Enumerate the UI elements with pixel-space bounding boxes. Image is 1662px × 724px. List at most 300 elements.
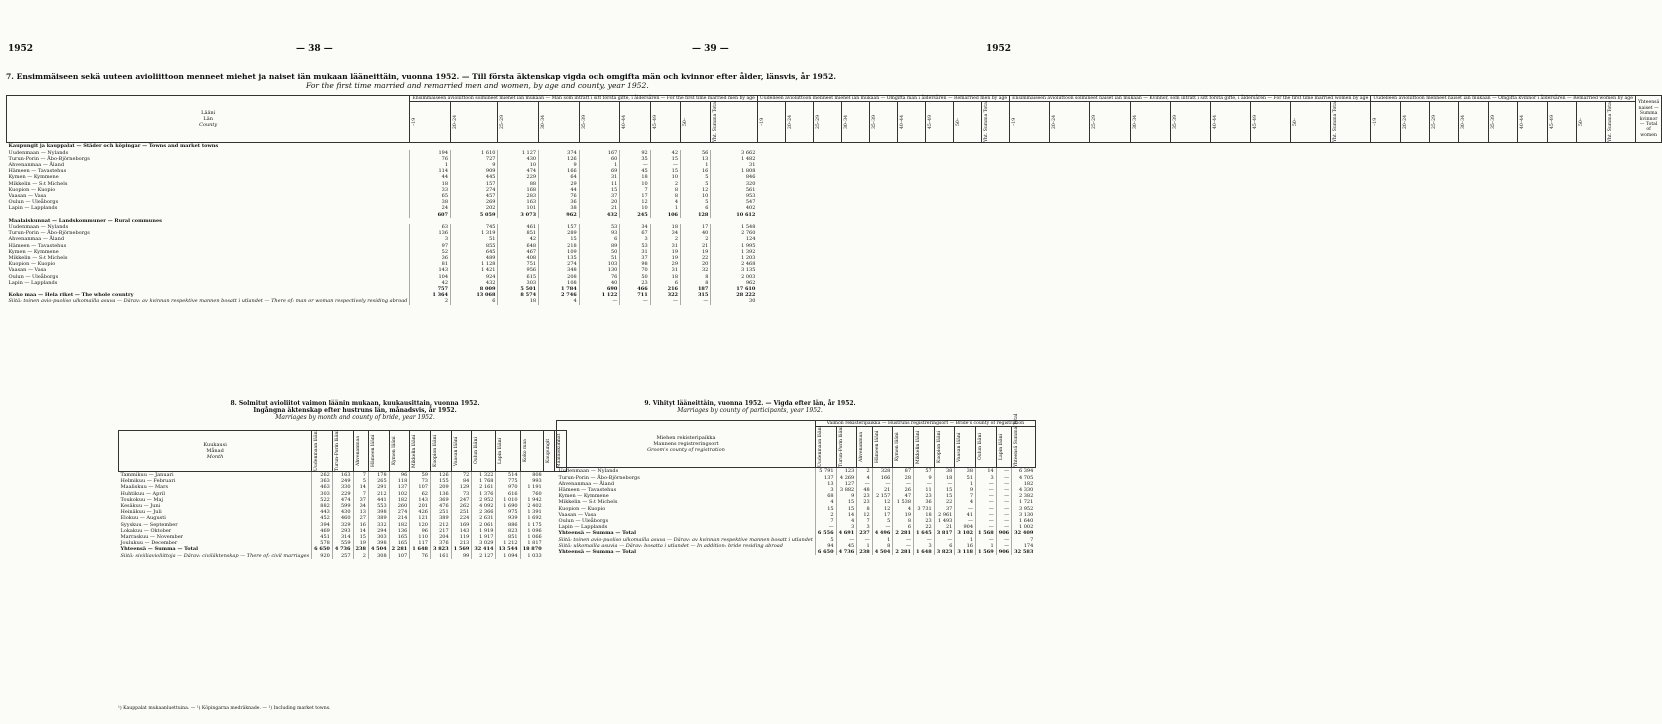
value-cell: 2 <box>410 298 451 304</box>
value-cell: 1 784 <box>539 286 580 292</box>
table7-age-col-2-6: 45–49 <box>1250 102 1290 143</box>
value-cell: 1 127 <box>498 150 539 156</box>
value-cell: 441 <box>368 497 389 503</box>
value-cell: 136 <box>389 528 410 534</box>
value-cell: — <box>996 524 1011 530</box>
value-cell: 274 <box>389 509 410 515</box>
row-label: Mikkelin — S:t Michels <box>558 499 618 506</box>
row-label: Vaasan — Vasa <box>8 267 47 274</box>
value-cell: 8 <box>650 187 680 193</box>
value-cell: — <box>934 537 955 543</box>
value-cell: 238 <box>857 549 872 555</box>
value-cell: 547 <box>711 199 758 205</box>
value-cell: 3 <box>914 543 935 549</box>
table9-title-fi: 9. Vihityt lääneittäin, vuonna 1952. — Vigda efter län, år 1952. <box>644 400 856 407</box>
value-cell: 4 269 <box>836 475 857 481</box>
value-cell: 648 <box>498 243 539 249</box>
value-cell: 5 <box>353 478 368 484</box>
value-cell: 97 <box>410 243 451 249</box>
value-cell: 32 409 <box>1012 530 1036 536</box>
value-cell: 615 <box>498 274 539 280</box>
value-cell: 104 <box>410 274 451 280</box>
row-label: Kuopion — Kuopio <box>8 261 56 268</box>
table8-col-9: Lapin lääni <box>496 431 520 472</box>
value-cell: 15 <box>836 506 857 512</box>
value-cell: — <box>996 537 1011 543</box>
table7-title <box>6 72 1018 90</box>
value-cell: 4 <box>539 298 580 304</box>
value-cell: 18 <box>620 174 650 180</box>
value-cell: 247 <box>451 497 472 503</box>
table9-col-2: Ahvenanmaa <box>857 427 872 468</box>
value-cell: 119 <box>451 534 472 540</box>
value-cell: 457 <box>451 193 498 199</box>
value-cell: 224 <box>451 515 472 521</box>
value-cell: 3 <box>410 236 451 242</box>
table9-col-3: Hämeen lääni <box>872 427 893 468</box>
value-cell: 12 <box>857 512 872 518</box>
value-cell: 466 <box>620 286 650 292</box>
table7-age-col-1-7: 50– <box>954 102 982 143</box>
value-cell: 9 <box>451 162 498 168</box>
value-cell: 1 538 <box>893 499 914 505</box>
value-cell: 906 <box>996 530 1011 536</box>
table9 <box>556 414 1036 556</box>
row-label: Siitä: toinen avio-puoliso ulkomailla asuva — Därav: av kvinnan respektive mannen bosatt i utlandet — There of: man or woman respectively residing abroad <box>8 298 408 305</box>
value-cell: 8 009 <box>451 286 498 292</box>
value-cell: 1 808 <box>711 168 758 174</box>
value-cell: 249 <box>332 478 353 484</box>
value-cell: 461 <box>498 224 539 230</box>
value-cell: — <box>620 162 650 168</box>
value-cell: — <box>976 493 997 499</box>
value-cell: 10 <box>650 174 680 180</box>
value-cell: 121 <box>410 515 431 521</box>
table7-title-main: 7. Ensimmäiseen sekä uuteen avioliittoon menneet miehet ja naiset iän mukaan lääneittäin, vuonna 1952. — Till första äktenskap vigda och omgifta män och kvinnor efter ålder, länsvis, år 1952. <box>6 72 836 81</box>
value-cell: 389 <box>430 515 451 521</box>
value-cell: 1 548 <box>711 224 758 230</box>
row-label: Turun-Porin — Åbo-Björneborgs <box>8 155 90 162</box>
value-cell: 28 222 <box>711 292 758 298</box>
value-cell: 8 574 <box>498 292 539 298</box>
table7-age-col-0-3: 30–34 <box>539 102 580 143</box>
table9-row <box>557 468 1036 475</box>
value-cell: 2 952 <box>472 497 496 503</box>
value-cell: 3 <box>815 487 836 493</box>
value-cell: 2 281 <box>893 549 914 555</box>
value-cell: 182 <box>389 522 410 528</box>
value-cell: 308 <box>368 553 389 559</box>
value-cell: — <box>976 518 997 524</box>
value-cell: 135 <box>539 255 580 261</box>
value-cell: 30 <box>711 298 758 304</box>
value-cell: 237 <box>857 530 872 536</box>
value-cell: 1 <box>872 537 893 543</box>
value-cell: 1 096 <box>520 528 544 534</box>
value-cell: 920 <box>312 553 333 559</box>
value-cell: 303 <box>498 280 539 286</box>
value-cell: 348 <box>539 267 580 273</box>
value-cell: 1 391 <box>520 509 544 515</box>
table7-group-women-re: Uudelleen avioliittoon menneet naiset iän mukaan — Omgifta kvinnor i åldersåren — Remarried women by age <box>1371 96 1636 102</box>
table7-age-col-1-0: –19 <box>757 102 785 143</box>
value-cell: 31 <box>650 243 680 249</box>
value-cell: 108 <box>539 280 580 286</box>
value-cell: 21 <box>872 487 893 493</box>
value-cell: 2 760 <box>711 230 758 236</box>
row-label: Yhteensä — Summa — Total <box>120 546 199 553</box>
value-cell: 1 721 <box>1012 499 1036 505</box>
value-cell: 467 <box>498 249 539 255</box>
value-cell: 67 <box>620 230 650 236</box>
value-cell: 1 <box>681 162 711 168</box>
value-cell: 126 <box>539 156 580 162</box>
value-cell: 1 392 <box>711 249 758 255</box>
value-cell: 2 <box>815 512 836 518</box>
value-cell: 76 <box>539 193 580 199</box>
value-cell: 87 <box>893 468 914 475</box>
value-cell: 962 <box>711 280 758 286</box>
table7-age-col-2-3: 30–34 <box>1130 102 1170 143</box>
value-cell: 262 <box>312 472 333 479</box>
value-cell: 29 <box>650 261 680 267</box>
value-cell: 50 <box>620 274 650 280</box>
table7-age-col-2-5: 40–44 <box>1210 102 1250 143</box>
value-cell: 20 <box>579 199 620 205</box>
table7-age-col-1-3: 30–34 <box>841 102 869 143</box>
value-cell: 38 <box>955 468 976 475</box>
row-label: Siitä: ulkomailla asuvia — Därav: bosatta i utlandet — In addition: bride residing abroad <box>558 542 783 549</box>
value-cell: 22 <box>934 499 955 505</box>
value-cell: 38 <box>410 199 451 205</box>
value-cell: 214 <box>389 515 410 521</box>
value-cell: 238 <box>353 546 368 552</box>
value-cell: 314 <box>332 534 353 540</box>
value-cell: 322 <box>650 292 680 298</box>
table7-age-col-3-8: Yht. Summa Total <box>1606 102 1636 143</box>
value-cell: 3 130 <box>1012 512 1036 518</box>
value-cell: 616 <box>496 491 520 497</box>
value-cell: — <box>579 298 620 304</box>
value-cell: 376 <box>430 540 451 546</box>
value-cell: 3 731 <box>914 506 935 512</box>
row-label: Huhtikuu — April <box>120 490 165 497</box>
value-cell: 81 <box>410 261 451 267</box>
row-label: Kuopion — Kuopio <box>8 186 56 193</box>
value-cell: 23 <box>620 280 650 286</box>
table7-age-col-2-1: 20–24 <box>1050 102 1090 143</box>
value-cell: 363 <box>312 478 333 484</box>
value-cell: 4 504 <box>368 546 389 552</box>
value-cell: 328 <box>872 468 893 475</box>
value-cell: 2 <box>650 181 680 187</box>
value-cell: 7 <box>857 518 872 524</box>
value-cell: 956 <box>498 267 539 273</box>
value-cell: 21 <box>681 243 711 249</box>
value-cell: 182 <box>389 497 410 503</box>
value-cell: 52 <box>410 249 451 255</box>
value-cell: 2 061 <box>472 522 496 528</box>
table8-title-en: Marriages by month and county of bride, year 1952. <box>275 414 435 421</box>
value-cell: 1 128 <box>451 261 498 267</box>
value-cell: 993 <box>520 478 544 484</box>
value-cell: 5 <box>681 174 711 180</box>
table7-age-col-1-2: 25–29 <box>813 102 841 143</box>
table7-age-col-1-1: 20–24 <box>785 102 813 143</box>
value-cell: 21 <box>934 524 955 530</box>
table8-row <box>119 472 567 479</box>
value-cell: 22 <box>681 255 711 261</box>
value-cell: 40 <box>681 230 711 236</box>
row-label: Elokuu — Augusti <box>120 515 166 522</box>
value-cell: 445 <box>451 174 498 180</box>
value-cell: — <box>996 468 1011 475</box>
value-cell: 3 823 <box>934 549 955 555</box>
row-label: Toukokuu — Maj <box>120 496 164 503</box>
value-cell: 1 942 <box>520 497 544 503</box>
value-cell: 18 <box>498 298 539 304</box>
value-cell: 18 <box>914 512 935 518</box>
table7-title-en: For the first time married and remarried men and women, by age and county, year 1952. <box>306 81 649 90</box>
row-label: Heinäkuu — Juli <box>120 509 162 516</box>
row-label: Uudenmaan — Nylands <box>558 468 619 475</box>
table7-group-men-re: Uudelleen avioliittoon menneet miehet iän mukaan — Omgifta män i åldersåren — Remarried men by age <box>757 96 1009 102</box>
value-cell: 157 <box>451 181 498 187</box>
value-cell: 443 <box>312 509 333 515</box>
value-cell: 599 <box>332 503 353 509</box>
value-cell: 34 <box>650 230 680 236</box>
value-cell: 8 <box>893 518 914 524</box>
value-cell: 19 <box>650 249 680 255</box>
value-cell: 40 <box>579 280 620 286</box>
value-cell: 217 <box>430 528 451 534</box>
value-cell: 7 <box>620 187 650 193</box>
row-label: Kesäkuu — Juni <box>120 503 161 510</box>
row-label: Mikkelin — S:t Michels <box>8 180 68 187</box>
value-cell: 12 <box>620 199 650 205</box>
value-cell: 561 <box>711 187 758 193</box>
value-cell: 775 <box>496 478 520 484</box>
right-year: 1952 <box>986 44 1012 54</box>
value-cell: — <box>893 481 914 487</box>
value-cell: 3 073 <box>498 212 539 218</box>
value-cell: 4 330 <box>1012 487 1036 493</box>
value-cell: 690 <box>579 286 620 292</box>
row-label: Lokakuu — Oktober <box>120 527 172 534</box>
value-cell: 1 919 <box>472 528 496 534</box>
value-cell: 34 <box>353 503 368 509</box>
table8-col-2: Ahvenanmaa <box>353 431 368 472</box>
value-cell: 41 <box>955 512 976 518</box>
value-cell: 45 <box>836 543 857 549</box>
value-cell: 4 <box>857 475 872 481</box>
value-cell: 155 <box>430 478 451 484</box>
value-cell: 2 382 <box>1012 493 1036 499</box>
value-cell: 165 <box>389 540 410 546</box>
value-cell: 19 <box>650 255 680 261</box>
table7-age-col-3-7: 50– <box>1577 102 1606 143</box>
value-cell: 20 <box>681 261 711 267</box>
table7-age-col-3-1: 20–24 <box>1400 102 1429 143</box>
value-cell: 5 791 <box>815 468 836 475</box>
value-cell: 12 <box>681 187 711 193</box>
value-cell: 9 <box>914 475 935 481</box>
value-cell: 76 <box>579 274 620 280</box>
value-cell: 163 <box>332 472 353 479</box>
value-cell: 114 <box>410 168 451 174</box>
value-cell: 1 122 <box>579 292 620 298</box>
table7-age-col-0-8: Yht. Summa Total <box>711 102 758 143</box>
value-cell: 9 <box>539 162 580 168</box>
value-cell: 98 <box>620 261 650 267</box>
table9-col-5: Mikkelin lääni <box>914 427 935 468</box>
value-cell: 33 <box>410 187 451 193</box>
value-cell: 1 <box>650 205 680 211</box>
value-cell: 451 <box>312 534 333 540</box>
table9-title <box>600 400 900 414</box>
value-cell: 452 <box>312 515 333 521</box>
value-cell: 751 <box>498 261 539 267</box>
value-cell: 1 493 <box>934 518 955 524</box>
value-cell: 16 <box>353 522 368 528</box>
value-cell: 23 <box>857 493 872 499</box>
value-cell: 2 366 <box>472 509 496 515</box>
value-cell: 4 736 <box>332 546 353 552</box>
value-cell: 126 <box>430 472 451 479</box>
value-cell: 216 <box>650 286 680 292</box>
value-cell: 559 <box>332 540 353 546</box>
value-cell: 909 <box>451 168 498 174</box>
value-cell: 37 <box>579 193 620 199</box>
value-cell: 212 <box>430 522 451 528</box>
table7-age-col-3-5: 40–44 <box>1518 102 1547 143</box>
value-cell: — <box>681 298 711 304</box>
value-cell: 18 <box>650 274 680 280</box>
value-cell: 37 <box>620 255 650 261</box>
table7-age-col-1-4: 35–39 <box>869 102 897 143</box>
value-cell: 260 <box>389 503 410 509</box>
value-cell: 269 <box>451 199 498 205</box>
value-cell: 27 <box>353 515 368 521</box>
value-cell: 5 501 <box>498 286 539 292</box>
table9-col-7: Vaasan lääni <box>955 427 976 468</box>
value-cell: 169 <box>451 522 472 528</box>
value-cell: 213 <box>451 540 472 546</box>
table8-title-fi: 8. Solmitut avioliitot vaimon läänin mukaan, kuukausittain, vuonna 1952. <box>230 400 480 407</box>
value-cell: 426 <box>410 509 431 515</box>
value-cell: 1 610 <box>451 150 498 156</box>
value-cell: 1 376 <box>472 491 496 497</box>
row-label: Lapin — Lapplands <box>8 279 58 286</box>
value-cell: 35 <box>620 156 650 162</box>
value-cell: 17 <box>681 224 711 230</box>
value-cell: 4 705 <box>1012 475 1036 481</box>
value-cell: 970 <box>496 484 520 490</box>
table9-col-0: Uudenmaan lääni <box>815 427 836 468</box>
value-cell: 3 <box>976 475 997 481</box>
value-cell: 92 <box>620 150 650 156</box>
value-cell: 15 <box>934 493 955 499</box>
value-cell: 136 <box>410 230 451 236</box>
table9-col-6: Kuopion lääni <box>934 427 955 468</box>
value-cell: 59 <box>410 472 431 479</box>
row-label: Joulukuu — December <box>120 540 178 547</box>
value-cell: 161 <box>430 553 451 559</box>
value-cell: 137 <box>389 484 410 490</box>
value-cell: 99 <box>451 553 472 559</box>
value-cell: 469 <box>312 528 333 534</box>
value-cell: 89 <box>579 243 620 249</box>
table7-age-col-3-3: 30–34 <box>1459 102 1488 143</box>
value-cell: 711 <box>620 292 650 298</box>
value-cell: 1 319 <box>451 230 498 236</box>
right-page-number: — 39 — <box>692 44 729 54</box>
table7-age-col-0-2: 25–29 <box>498 102 539 143</box>
table7-age-col-3-6: 45–49 <box>1547 102 1576 143</box>
value-cell: 904 <box>955 524 976 530</box>
value-cell: 36 <box>410 255 451 261</box>
value-cell: 8 <box>681 280 711 286</box>
value-cell: 209 <box>430 484 451 490</box>
value-cell: 6 <box>451 298 498 304</box>
table8-col-6: Kuopion lääni <box>430 431 451 472</box>
table9-grand-total <box>557 549 1036 555</box>
value-cell: 187 <box>681 286 711 292</box>
value-cell: 1 <box>955 537 976 543</box>
value-cell: 17 <box>620 193 650 199</box>
value-cell: 73 <box>451 491 472 497</box>
value-cell: 88 <box>498 181 539 187</box>
value-cell: 118 <box>389 478 410 484</box>
value-cell: 229 <box>332 491 353 497</box>
value-cell: — <box>872 481 893 487</box>
value-cell: 68 <box>815 493 836 499</box>
row-label: Hämeen — Tavastehus <box>558 487 617 494</box>
row-label: Ahvenanmaa — Åland <box>8 162 65 169</box>
value-cell: 607 <box>410 212 451 218</box>
row-label: Marraskuu — November <box>120 534 184 541</box>
value-cell: 15 <box>579 187 620 193</box>
value-cell: 76 <box>410 156 451 162</box>
value-cell: — <box>955 506 976 512</box>
table8 <box>118 430 567 559</box>
value-cell: 1 768 <box>472 478 496 484</box>
value-cell: 1 692 <box>520 515 544 521</box>
value-cell: 245 <box>620 212 650 218</box>
value-cell: 489 <box>451 255 498 261</box>
value-cell: 303 <box>312 491 333 497</box>
row-label: Turun-Porin — Åbo-Björneborgs <box>558 474 640 481</box>
value-cell: 212 <box>368 491 389 497</box>
value-cell: 6 <box>681 205 711 211</box>
value-cell: 16 <box>681 168 711 174</box>
table9-title-en: Marriages by county of participants, year 1952. <box>677 407 823 414</box>
value-cell: 110 <box>410 534 431 540</box>
table7-age-col-1-6: 45–49 <box>925 102 953 143</box>
value-cell: 15 <box>650 156 680 162</box>
value-cell: — <box>836 537 857 543</box>
value-cell: 136 <box>430 491 451 497</box>
value-cell: 15 <box>815 506 836 512</box>
value-cell: 165 <box>389 534 410 540</box>
value-cell: — <box>976 487 997 493</box>
value-cell: 7 <box>1012 537 1036 543</box>
value-cell: 3 817 <box>934 530 955 536</box>
value-cell: 1 917 <box>472 534 496 540</box>
value-cell: 330 <box>332 484 353 490</box>
value-cell: 15 <box>836 499 857 505</box>
value-cell: 474 <box>332 497 353 503</box>
